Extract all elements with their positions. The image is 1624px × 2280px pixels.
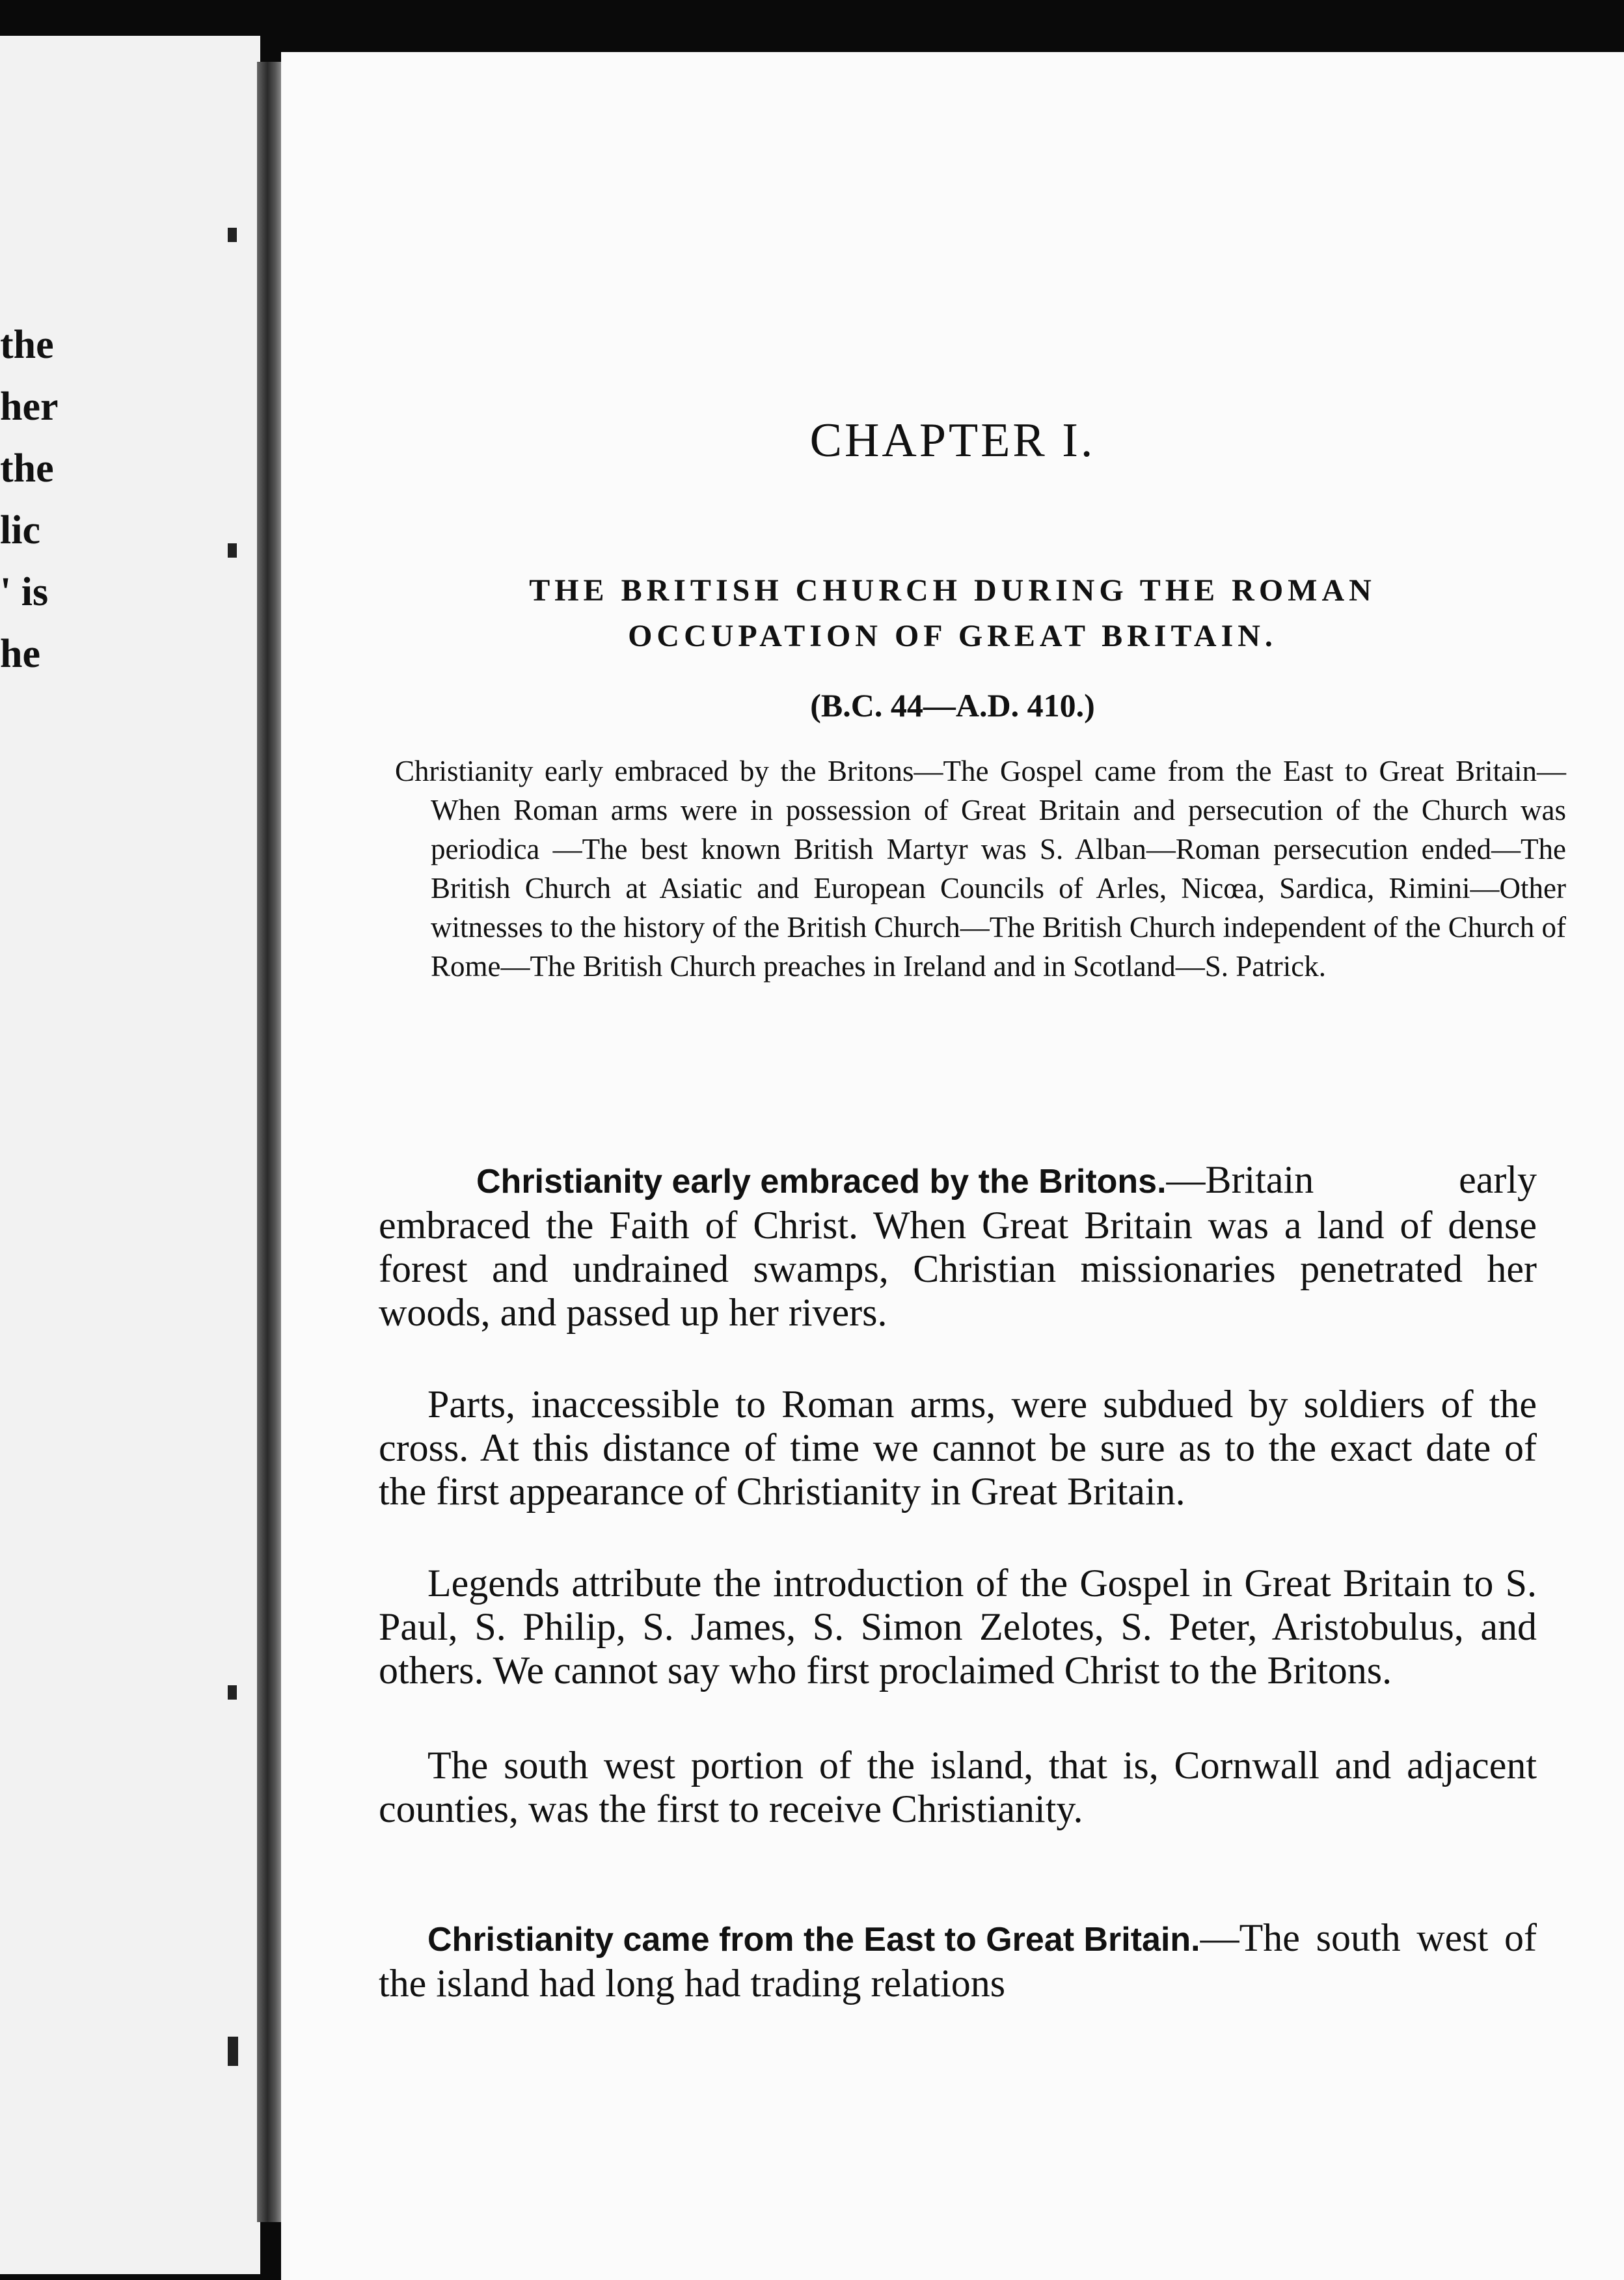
chapter-subtitle-line-2: OCCUPATION OF GREAT BRITAIN. [628,619,1277,653]
gutter-mark [228,2037,238,2066]
chapter-summary: Christianity early embraced by the Britons—The Gospel came from the East to Great Britain—When Roman arms were in possession of Great Britain and persecution of the Church was periodica —The best known British Martyr was S. Alban—Roman persecution ended—The British Church at Asiatic and European Councils of Arles, Nicœa, Sardica, Rimini—Other witnesses to the history of the British Church—The British Church independent of the Church of Rome—The British Church preaches in Ireland and in Scotland—S. Patrick. [395,755,1566,983]
left-fragment: lic [0,508,40,552]
left-facing-page [0,36,260,2274]
chapter-title: CHAPTER I. [809,414,1096,467]
left-fragment: ' is [0,570,49,614]
date-range: (B.C. 44—A.D. 410.) [810,687,1095,724]
gutter-mark [228,543,237,558]
chapter-subtitle-line-1: THE BRITISH CHURCH DURING THE ROMAN [529,573,1376,608]
left-fragment: her [0,385,59,429]
paragraph: Parts, inaccessible to Roman arms, were subdued by soldiers of the cross. At this distance of time we cannot be sure as to the exact date of the first appearance of Christianity in Great Britain. [379,1383,1537,1513]
book-gutter [257,62,283,2222]
book-page [281,52,1624,2280]
gutter-mark [228,1685,237,1700]
paragraph [379,1158,1537,1335]
left-fragment: he [0,632,40,676]
left-fragment: the [0,323,54,367]
paragraph: Legends attribute the introduction of the Gospel in Great Britain to S. Paul, S. Philip, S. James, S. Simon Zelotes, S. Peter, Aristobulus, and others. We cannot say who first proclaimed Christ to the Britons. [379,1562,1537,1692]
paragraph: The south west portion of the island, that is, Cornwall and adjacent counties, was the first to receive Christianity. [379,1744,1537,1830]
paragraph-text: —Britain early embraced the Faith of Christ. When Great Britain was a land of dense forest and undrained swamps, Christian missionaries penetrated her woods, and passed up her rivers. [379,1158,1537,1334]
gutter-mark [228,228,237,242]
paragraph-lead-heading: Christianity early embraced by the Britons. [476,1163,1167,1201]
paragraph-lead-heading: Christianity came from the East to Great Britain. [427,1921,1200,1959]
paragraph [379,1916,1537,2005]
left-fragment: the [0,446,54,491]
paragraph-text: —The south west of the island had long had trading relations [379,1916,1537,2005]
